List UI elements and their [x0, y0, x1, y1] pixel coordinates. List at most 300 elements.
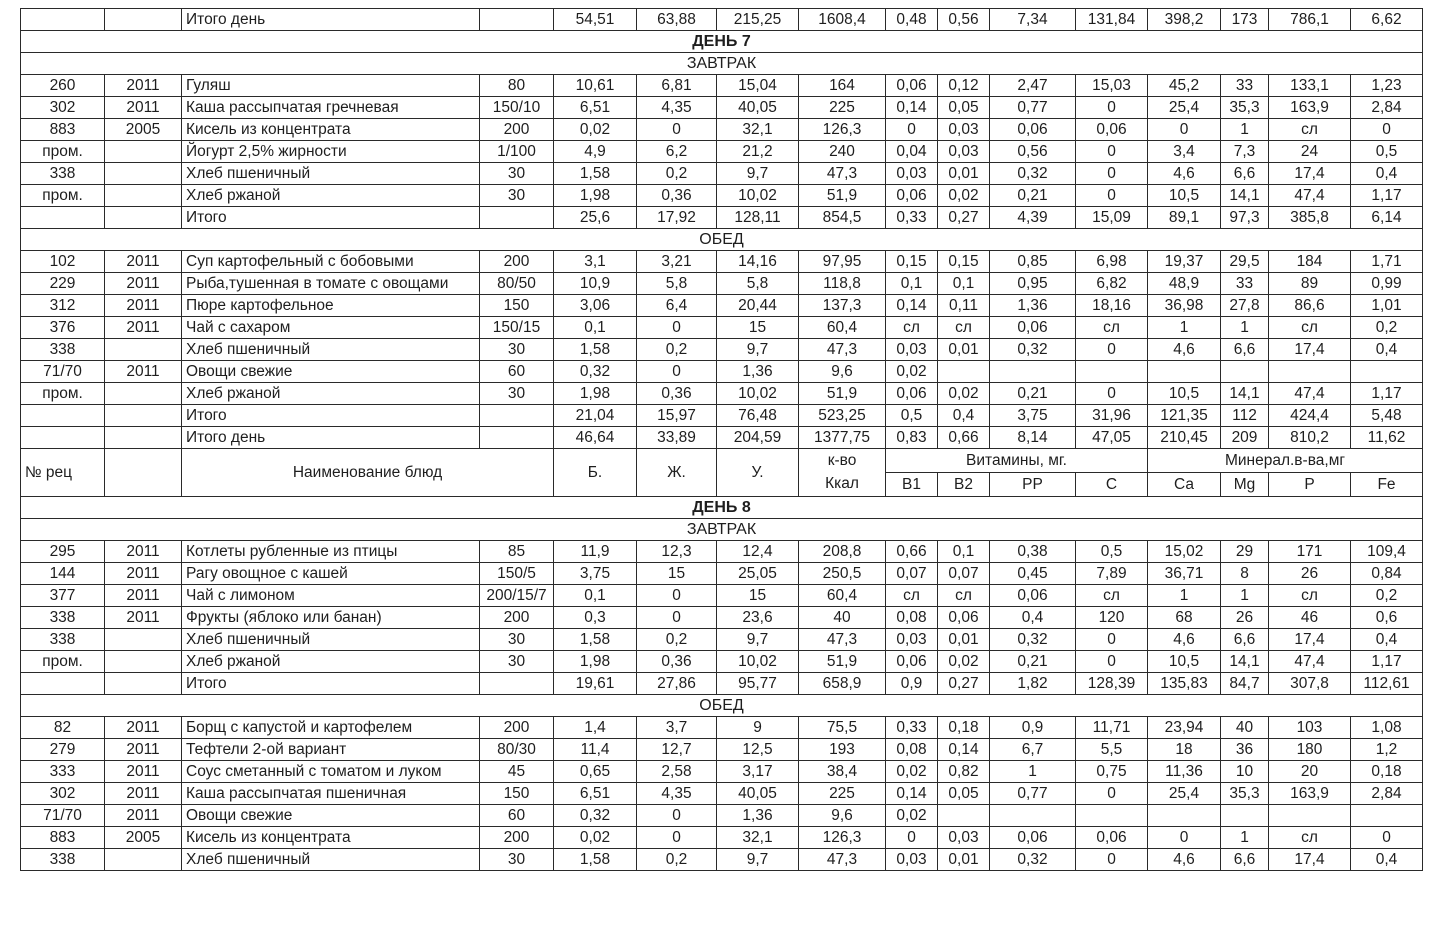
cell-fat: 5,8	[637, 273, 717, 295]
cell-carbs: 215,25	[717, 9, 799, 31]
cell-vit-b2: 0,03	[938, 827, 990, 849]
cell-recipe-no: 338	[21, 607, 105, 629]
cell-portion: 200	[480, 827, 554, 849]
cell-portion	[480, 427, 554, 449]
cell-min-p: 171	[1269, 541, 1351, 563]
cell-fat: 3,21	[637, 251, 717, 273]
cell-portion: 60	[480, 361, 554, 383]
cell-min-mg: 14,1	[1221, 185, 1269, 207]
cell-dish-name: Итого	[182, 405, 480, 427]
cell-min-mg: 173	[1221, 9, 1269, 31]
cell-vit-pp: 1,82	[990, 673, 1076, 695]
cell-protein: 0,1	[554, 585, 637, 607]
cell-recipe-no: 883	[21, 827, 105, 849]
cell-min-fe: 0,4	[1351, 629, 1423, 651]
cell-vit-b1: 0,14	[886, 97, 938, 119]
cell-carbs: 95,77	[717, 673, 799, 695]
header-protein: Б.	[554, 449, 637, 497]
cell-dish-name: Соус сметанный с томатом и луком	[182, 761, 480, 783]
cell-recipe-no: 312	[21, 295, 105, 317]
cell-vit-c: 0	[1076, 185, 1148, 207]
cell-vit-c: 0,5	[1076, 541, 1148, 563]
cell-fat: 0,2	[637, 849, 717, 871]
cell-min-ca: 25,4	[1148, 97, 1221, 119]
cell-year	[105, 207, 182, 229]
cell-vit-b1: сл	[886, 317, 938, 339]
cell-portion: 1/100	[480, 141, 554, 163]
cell-year: 2011	[105, 585, 182, 607]
cell-protein: 1,98	[554, 383, 637, 405]
cell-fat: 0	[637, 119, 717, 141]
cell-kcal: 225	[799, 783, 886, 805]
meal-heading-row	[21, 519, 1423, 541]
cell-min-ca: 135,83	[1148, 673, 1221, 695]
cell-min-fe: 112,61	[1351, 673, 1423, 695]
cell-protein: 11,9	[554, 541, 637, 563]
cell-min-p: 20	[1269, 761, 1351, 783]
table-row	[21, 141, 1423, 163]
cell-min-fe: 1,17	[1351, 651, 1423, 673]
cell-fat: 17,92	[637, 207, 717, 229]
cell-min-p: 46	[1269, 607, 1351, 629]
cell-dish-name: Хлеб ржаной	[182, 383, 480, 405]
cell-vit-b1: 0,06	[886, 383, 938, 405]
cell-protein: 11,4	[554, 739, 637, 761]
cell-dish-name: Итого день	[182, 9, 480, 31]
cell-min-fe: 1,23	[1351, 75, 1423, 97]
cell-fat: 0,36	[637, 383, 717, 405]
cell-min-p: сл	[1269, 585, 1351, 607]
cell-min-p: 810,2	[1269, 427, 1351, 449]
cell-vit-b1: 0,15	[886, 251, 938, 273]
cell-vit-c: 7,89	[1076, 563, 1148, 585]
cell-year: 2011	[105, 251, 182, 273]
cell-vit-b2: 0,06	[938, 607, 990, 629]
header-vitamins: Витамины, мг.	[886, 449, 1148, 473]
cell-min-fe	[1351, 805, 1423, 827]
cell-vit-b1: 0,9	[886, 673, 938, 695]
cell-min-mg: 8	[1221, 563, 1269, 585]
cell-min-mg: 29	[1221, 541, 1269, 563]
cell-vit-b2: 0,27	[938, 207, 990, 229]
meal-heading: ЗАВТРАК	[21, 519, 1423, 541]
cell-min-mg: 27,8	[1221, 295, 1269, 317]
cell-min-fe: 6,62	[1351, 9, 1423, 31]
cell-vit-b1: 0,08	[886, 607, 938, 629]
cell-recipe-no: 260	[21, 75, 105, 97]
cell-fat: 12,3	[637, 541, 717, 563]
cell-fat: 0,2	[637, 339, 717, 361]
cell-min-p: 424,4	[1269, 405, 1351, 427]
cell-year: 2011	[105, 761, 182, 783]
cell-vit-b1: 0,06	[886, 651, 938, 673]
table-row	[21, 585, 1423, 607]
cell-portion	[480, 405, 554, 427]
cell-fat: 0	[637, 827, 717, 849]
meal-heading: ЗАВТРАК	[21, 53, 1423, 75]
cell-kcal: 97,95	[799, 251, 886, 273]
cell-recipe-no: 144	[21, 563, 105, 585]
cell-dish-name: Итого день	[182, 427, 480, 449]
cell-year: 2005	[105, 119, 182, 141]
table-row	[21, 119, 1423, 141]
cell-year: 2011	[105, 273, 182, 295]
cell-vit-c: 131,84	[1076, 9, 1148, 31]
cell-min-ca: 68	[1148, 607, 1221, 629]
cell-dish-name: Котлеты рубленные из птицы	[182, 541, 480, 563]
cell-dish-name: Хлеб ржаной	[182, 651, 480, 673]
cell-vit-b1: 0	[886, 119, 938, 141]
cell-vit-pp: 0,32	[990, 849, 1076, 871]
cell-portion: 45	[480, 761, 554, 783]
cell-kcal: 126,3	[799, 119, 886, 141]
cell-min-ca: 25,4	[1148, 783, 1221, 805]
cell-dish-name: Итого	[182, 207, 480, 229]
cell-kcal: 47,3	[799, 163, 886, 185]
cell-min-ca: 10,5	[1148, 185, 1221, 207]
cell-recipe-no: 338	[21, 339, 105, 361]
cell-portion	[480, 9, 554, 31]
cell-carbs: 21,2	[717, 141, 799, 163]
cell-min-ca: 3,4	[1148, 141, 1221, 163]
cell-protein: 0,1	[554, 317, 637, 339]
meal-heading-row	[21, 695, 1423, 717]
cell-min-fe: 109,4	[1351, 541, 1423, 563]
cell-protein: 1,98	[554, 651, 637, 673]
cell-carbs: 32,1	[717, 119, 799, 141]
cell-min-ca: 18	[1148, 739, 1221, 761]
table-row	[21, 317, 1423, 339]
cell-year: 2011	[105, 607, 182, 629]
cell-min-p: 89	[1269, 273, 1351, 295]
day-heading: ДЕНЬ 7	[21, 31, 1423, 53]
cell-min-fe: 6,14	[1351, 207, 1423, 229]
cell-year: 2011	[105, 739, 182, 761]
cell-portion: 150	[480, 295, 554, 317]
cell-protein: 25,6	[554, 207, 637, 229]
cell-vit-b1: 0,33	[886, 207, 938, 229]
cell-dish-name: Тефтели 2-ой вариант	[182, 739, 480, 761]
cell-vit-pp: 0,32	[990, 163, 1076, 185]
cell-kcal: 523,25	[799, 405, 886, 427]
cell-dish-name: Фрукты (яблоко или банан)	[182, 607, 480, 629]
cell-protein: 0,32	[554, 361, 637, 383]
cell-fat: 0,36	[637, 651, 717, 673]
cell-vit-b2: 0,07	[938, 563, 990, 585]
cell-kcal: 225	[799, 97, 886, 119]
cell-protein: 0,3	[554, 607, 637, 629]
cell-fat: 0	[637, 585, 717, 607]
cell-vit-pp: 0,77	[990, 783, 1076, 805]
cell-portion: 30	[480, 383, 554, 405]
cell-carbs: 1,36	[717, 805, 799, 827]
cell-vit-c: сл	[1076, 585, 1148, 607]
cell-fat: 6,81	[637, 75, 717, 97]
cell-portion: 200	[480, 717, 554, 739]
cell-portion: 80	[480, 75, 554, 97]
cell-year	[105, 383, 182, 405]
cell-min-ca: 36,71	[1148, 563, 1221, 585]
cell-vit-b2: 0,03	[938, 119, 990, 141]
cell-vit-c: 0	[1076, 849, 1148, 871]
cell-recipe-no	[21, 427, 105, 449]
cell-year	[105, 849, 182, 871]
cell-vit-c	[1076, 805, 1148, 827]
header-c: С	[1076, 473, 1148, 497]
cell-vit-c: 0	[1076, 163, 1148, 185]
table-row	[21, 673, 1423, 695]
cell-vit-b1: 0,02	[886, 361, 938, 383]
cell-fat: 33,89	[637, 427, 717, 449]
cell-vit-b1: 0,48	[886, 9, 938, 31]
cell-vit-pp: 3,75	[990, 405, 1076, 427]
cell-carbs: 25,05	[717, 563, 799, 585]
cell-min-mg: 6,6	[1221, 339, 1269, 361]
cell-recipe-no	[21, 405, 105, 427]
cell-portion: 60	[480, 805, 554, 827]
cell-protein: 1,98	[554, 185, 637, 207]
cell-recipe-no: 376	[21, 317, 105, 339]
cell-vit-b1: 0,04	[886, 141, 938, 163]
cell-year: 2011	[105, 783, 182, 805]
cell-min-fe: 0	[1351, 119, 1423, 141]
cell-vit-pp: 0,06	[990, 585, 1076, 607]
table-row	[21, 717, 1423, 739]
table-row	[21, 849, 1423, 871]
cell-vit-b2: 0,01	[938, 339, 990, 361]
cell-recipe-no: 377	[21, 585, 105, 607]
table-row	[21, 383, 1423, 405]
cell-year: 2011	[105, 97, 182, 119]
table-row	[21, 185, 1423, 207]
cell-min-mg: 1	[1221, 317, 1269, 339]
cell-min-ca: 0	[1148, 827, 1221, 849]
cell-min-ca: 210,45	[1148, 427, 1221, 449]
cell-vit-pp: 2,47	[990, 75, 1076, 97]
cell-min-mg: 33	[1221, 75, 1269, 97]
cell-recipe-no: 82	[21, 717, 105, 739]
cell-kcal: 51,9	[799, 383, 886, 405]
cell-vit-b1: 0,02	[886, 761, 938, 783]
cell-min-mg: 6,6	[1221, 849, 1269, 871]
cell-min-p	[1269, 361, 1351, 383]
cell-min-mg: 35,3	[1221, 97, 1269, 119]
cell-fat: 3,7	[637, 717, 717, 739]
cell-protein: 3,06	[554, 295, 637, 317]
cell-fat: 6,4	[637, 295, 717, 317]
cell-min-p: 17,4	[1269, 849, 1351, 871]
cell-vit-b1: 0,02	[886, 805, 938, 827]
cell-fat: 0	[637, 805, 717, 827]
header-b1: В1	[886, 473, 938, 497]
cell-min-mg	[1221, 805, 1269, 827]
cell-kcal: 47,3	[799, 629, 886, 651]
cell-dish-name: Хлеб пшеничный	[182, 629, 480, 651]
cell-dish-name: Рагу овощное с кашей	[182, 563, 480, 585]
cell-vit-b2: 0,14	[938, 739, 990, 761]
cell-portion: 200	[480, 119, 554, 141]
cell-min-fe: 0,6	[1351, 607, 1423, 629]
cell-recipe-no	[21, 673, 105, 695]
day-heading-row	[21, 497, 1423, 519]
cell-year: 2005	[105, 827, 182, 849]
cell-vit-pp: 7,34	[990, 9, 1076, 31]
cell-min-ca: 1	[1148, 317, 1221, 339]
cell-recipe-no: 338	[21, 629, 105, 651]
cell-kcal: 60,4	[799, 585, 886, 607]
table-row	[21, 827, 1423, 849]
cell-min-fe: 0,5	[1351, 141, 1423, 163]
cell-vit-b2: 0,4	[938, 405, 990, 427]
cell-min-ca: 0	[1148, 119, 1221, 141]
cell-min-ca: 48,9	[1148, 273, 1221, 295]
cell-vit-pp: 1,36	[990, 295, 1076, 317]
cell-min-fe	[1351, 361, 1423, 383]
table-row	[21, 739, 1423, 761]
cell-dish-name: Хлеб пшеничный	[182, 849, 480, 871]
cell-min-fe: 1,01	[1351, 295, 1423, 317]
cell-min-p: 17,4	[1269, 163, 1351, 185]
table-row	[21, 75, 1423, 97]
cell-min-fe: 1,08	[1351, 717, 1423, 739]
cell-vit-b2: 0,82	[938, 761, 990, 783]
cell-min-mg: 14,1	[1221, 383, 1269, 405]
header-blank	[105, 449, 182, 497]
header-name: Наименование блюд	[182, 449, 554, 497]
cell-min-ca: 4,6	[1148, 629, 1221, 651]
cell-protein: 1,4	[554, 717, 637, 739]
cell-vit-pp: 0,21	[990, 651, 1076, 673]
cell-vit-pp: 0,85	[990, 251, 1076, 273]
cell-kcal: 658,9	[799, 673, 886, 695]
cell-vit-pp: 0,95	[990, 273, 1076, 295]
cell-carbs: 9,7	[717, 849, 799, 871]
table-row	[21, 607, 1423, 629]
table-row	[21, 541, 1423, 563]
table-row	[21, 9, 1423, 31]
cell-min-mg: 36	[1221, 739, 1269, 761]
cell-vit-pp: 0,06	[990, 317, 1076, 339]
nutrition-menu-table	[20, 8, 1423, 871]
cell-vit-pp: 0,4	[990, 607, 1076, 629]
cell-vit-c: 0	[1076, 629, 1148, 651]
cell-fat: 0	[637, 317, 717, 339]
cell-year	[105, 9, 182, 31]
cell-vit-b1: 0,33	[886, 717, 938, 739]
cell-kcal: 38,4	[799, 761, 886, 783]
cell-vit-b2: 0,02	[938, 651, 990, 673]
table-body	[21, 9, 1423, 871]
header-pp: РР	[990, 473, 1076, 497]
cell-vit-pp: 0,38	[990, 541, 1076, 563]
cell-min-p: сл	[1269, 119, 1351, 141]
cell-year	[105, 427, 182, 449]
cell-carbs: 40,05	[717, 97, 799, 119]
cell-min-p: 385,8	[1269, 207, 1351, 229]
cell-vit-c: 0,06	[1076, 119, 1148, 141]
cell-min-p: 47,4	[1269, 651, 1351, 673]
cell-min-fe: 0,4	[1351, 849, 1423, 871]
cell-kcal: 208,8	[799, 541, 886, 563]
meal-heading-row	[21, 229, 1423, 251]
table-row	[21, 427, 1423, 449]
cell-year: 2011	[105, 717, 182, 739]
cell-min-mg	[1221, 361, 1269, 383]
cell-min-ca: 36,98	[1148, 295, 1221, 317]
cell-vit-b2	[938, 361, 990, 383]
cell-min-mg: 84,7	[1221, 673, 1269, 695]
cell-min-mg: 97,3	[1221, 207, 1269, 229]
table-row	[21, 405, 1423, 427]
cell-vit-b1: 0,03	[886, 629, 938, 651]
cell-min-fe: 2,84	[1351, 783, 1423, 805]
cell-recipe-no: 279	[21, 739, 105, 761]
cell-carbs: 14,16	[717, 251, 799, 273]
cell-fat: 4,35	[637, 783, 717, 805]
cell-recipe-no: пром.	[21, 383, 105, 405]
cell-min-p: 47,4	[1269, 185, 1351, 207]
cell-vit-c: 15,09	[1076, 207, 1148, 229]
cell-carbs: 5,8	[717, 273, 799, 295]
cell-recipe-no: 338	[21, 163, 105, 185]
cell-vit-c: 0	[1076, 141, 1148, 163]
cell-portion: 85	[480, 541, 554, 563]
cell-vit-pp	[990, 361, 1076, 383]
table-row	[21, 651, 1423, 673]
cell-vit-b1: 0,06	[886, 185, 938, 207]
cell-min-mg: 26	[1221, 607, 1269, 629]
cell-fat: 0	[637, 607, 717, 629]
cell-min-ca: 398,2	[1148, 9, 1221, 31]
table-row	[21, 783, 1423, 805]
cell-protein: 1,58	[554, 163, 637, 185]
cell-vit-pp: 8,14	[990, 427, 1076, 449]
cell-min-ca: 1	[1148, 585, 1221, 607]
cell-portion: 30	[480, 339, 554, 361]
cell-fat: 6,2	[637, 141, 717, 163]
cell-carbs: 10,02	[717, 651, 799, 673]
cell-kcal: 193	[799, 739, 886, 761]
cell-vit-b1: 0,03	[886, 163, 938, 185]
cell-carbs: 10,02	[717, 383, 799, 405]
cell-vit-b2: 0,11	[938, 295, 990, 317]
cell-fat: 12,7	[637, 739, 717, 761]
cell-portion: 30	[480, 163, 554, 185]
cell-protein: 0,32	[554, 805, 637, 827]
cell-kcal: 250,5	[799, 563, 886, 585]
table-row	[21, 97, 1423, 119]
cell-fat: 27,86	[637, 673, 717, 695]
cell-fat: 0,2	[637, 163, 717, 185]
cell-recipe-no: 71/70	[21, 361, 105, 383]
cell-dish-name: Суп картофельный с бобовыми	[182, 251, 480, 273]
cell-vit-b2: 0,02	[938, 383, 990, 405]
cell-protein: 10,9	[554, 273, 637, 295]
cell-vit-c: 15,03	[1076, 75, 1148, 97]
cell-vit-c: 0	[1076, 383, 1148, 405]
cell-vit-b1: 0	[886, 827, 938, 849]
header-fat: Ж.	[637, 449, 717, 497]
cell-fat: 63,88	[637, 9, 717, 31]
cell-portion: 150/5	[480, 563, 554, 585]
cell-carbs: 1,36	[717, 361, 799, 383]
cell-portion: 200	[480, 607, 554, 629]
cell-fat: 0,36	[637, 185, 717, 207]
cell-min-p: сл	[1269, 317, 1351, 339]
cell-vit-b1: 0,14	[886, 783, 938, 805]
cell-kcal: 854,5	[799, 207, 886, 229]
cell-recipe-no	[21, 207, 105, 229]
